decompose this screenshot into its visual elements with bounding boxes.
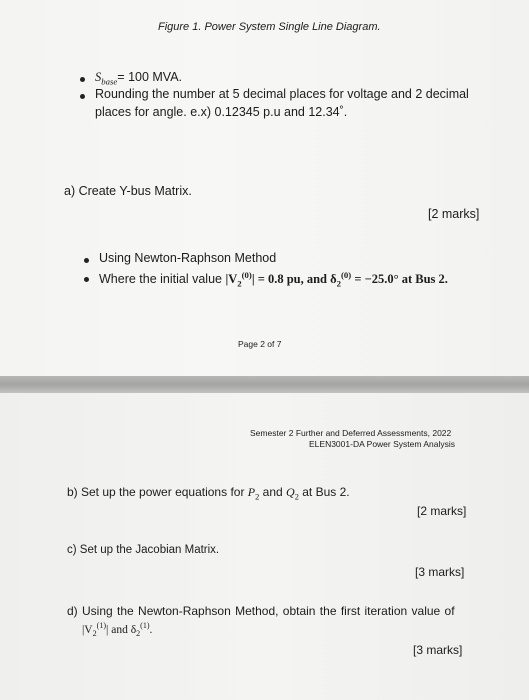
angle-superscript: (0) bbox=[341, 270, 352, 280]
v-subscript: 2 bbox=[92, 629, 97, 639]
rounding-note-line1: Rounding the number at 5 decimal places for voltage and 2 decimal bbox=[95, 87, 469, 101]
p-symbol: P bbox=[247, 485, 256, 499]
v-symbol: |V bbox=[82, 623, 93, 636]
p-subscript: 2 bbox=[255, 492, 260, 502]
part-b-question bbox=[67, 485, 350, 501]
angle-subscript: 2 bbox=[336, 278, 341, 289]
part-b-suffix: at Bus 2. bbox=[302, 485, 350, 499]
method-line1: Using Newton-Raphson Method bbox=[99, 251, 277, 265]
q-subscript: 2 bbox=[294, 492, 299, 502]
page-number: Page 2 of 7 bbox=[238, 339, 282, 349]
part-d-line1: d) Using the Newton-Raphson Method, obtain the first iteration value of bbox=[67, 604, 455, 618]
header-line1: Semester 2 Further and Deferred Assessments, 2022 bbox=[250, 428, 452, 438]
part-a-marks: [2 marks] bbox=[428, 207, 480, 221]
method-line2 bbox=[99, 270, 448, 289]
initial-value-text: Where the initial value bbox=[99, 272, 222, 287]
q-symbol: Q bbox=[286, 485, 295, 499]
page-separator bbox=[0, 376, 529, 393]
bullet-icon bbox=[80, 94, 85, 99]
initial-voltage-expr bbox=[225, 270, 448, 289]
part-c-marks: [3 marks] bbox=[415, 565, 465, 579]
bullet-icon bbox=[84, 258, 89, 263]
voltage-value: | = 0.8 pu, and δ bbox=[251, 272, 337, 287]
page-3-sheet bbox=[0, 393, 529, 700]
sbase-value: = 100 MVA. bbox=[117, 70, 183, 84]
part-b-marks: [2 marks] bbox=[417, 504, 467, 518]
and-text: and bbox=[262, 485, 283, 499]
v-superscript: (1) bbox=[96, 621, 107, 630]
rounding-note-line2: places for angle. e.x) 0.12345 p.u and 12.34˚. bbox=[95, 105, 348, 119]
v-and-delta: | and δ bbox=[106, 623, 137, 636]
voltage-symbol: |V bbox=[225, 272, 238, 287]
bullet-icon bbox=[80, 77, 85, 82]
part-d-end: . bbox=[149, 623, 153, 636]
part-c-question: c) Set up the Jacobian Matrix. bbox=[67, 544, 220, 556]
figure-caption: Figure 1. Power System Single Line Diagram. bbox=[158, 21, 381, 33]
delta-subscript: 2 bbox=[136, 629, 141, 639]
part-d-line2 bbox=[82, 621, 152, 638]
voltage-superscript: (0) bbox=[241, 270, 252, 280]
part-b-prefix: b) Set up the power equations for bbox=[67, 485, 245, 499]
header-line2: ELEN3001-DA Power System Analysis bbox=[309, 439, 455, 449]
sbase-symbol: S bbox=[95, 70, 102, 84]
part-a-question: a) Create Y-bus Matrix. bbox=[64, 184, 192, 198]
bullet-icon bbox=[84, 277, 89, 282]
sbase-note bbox=[95, 70, 182, 87]
part-d-marks: [3 marks] bbox=[413, 643, 463, 657]
voltage-subscript: 2 bbox=[237, 278, 242, 289]
delta-superscript: (1) bbox=[140, 621, 150, 630]
angle-value: = −25.0° at Bus 2. bbox=[351, 272, 448, 287]
sbase-subscript: base bbox=[101, 76, 118, 87]
